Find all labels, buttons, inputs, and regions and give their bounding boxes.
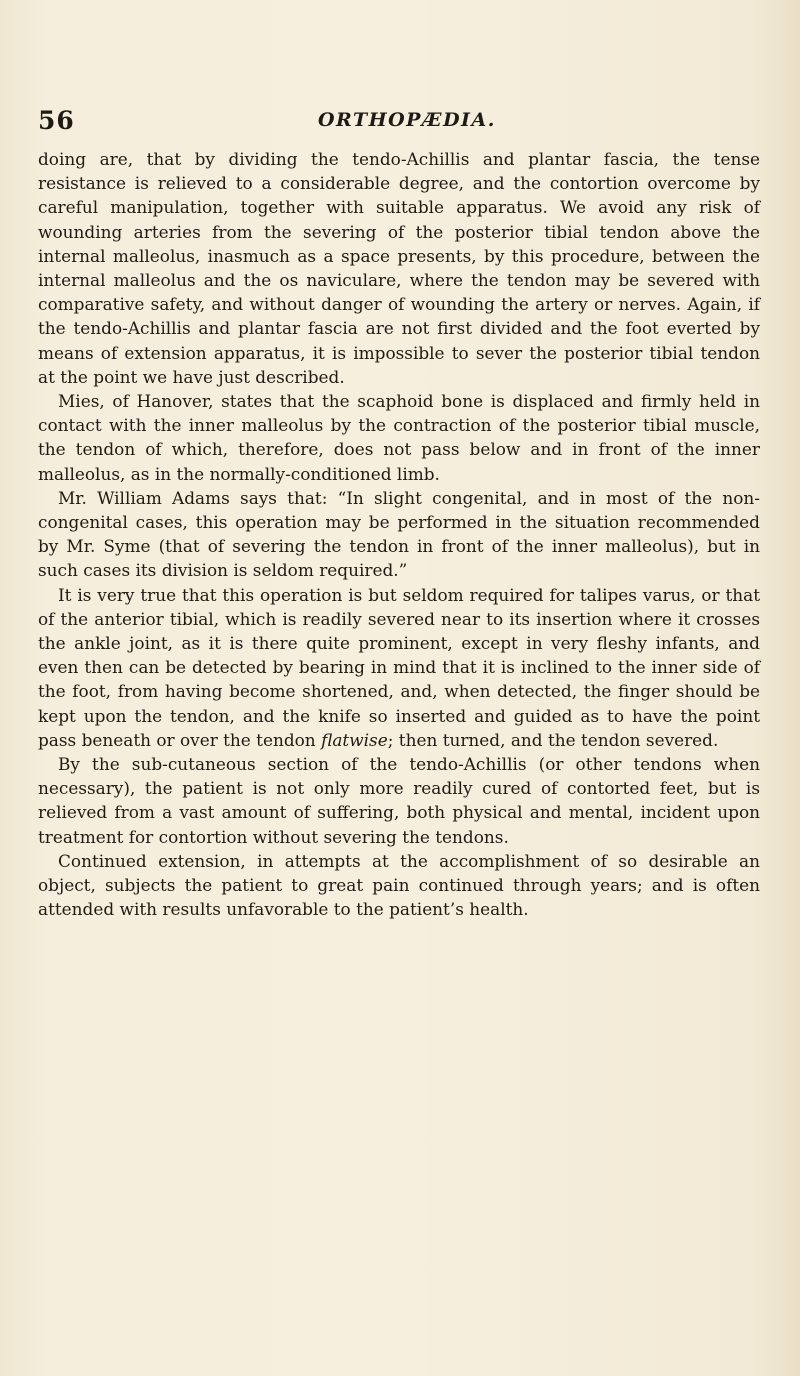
- paragraph-6: Continued extension, in attempts at the accomplishment of so desirable an object, subjects the patient to great pain continued through years; and is often attended with results unfavorable to the patient’s health.: [38, 850, 760, 920]
- paragraph-4-italic-word: flatwise: [321, 729, 388, 750]
- paragraph-4-text-after: ; then turned, and the tendon severed.: [387, 729, 719, 750]
- paragraph-2: Mies, of Hanover, states that the scaphoid bone is displaced and firmly held in contact with the inner malleolus by the contraction of the posterior tibial muscle, the tendon of which, therefore, does not pass below and in front of the inner malleolus, as in the normally-conditioned limb.: [38, 391, 760, 484]
- paragraph-4-text-before: It is very true that this operation is but seldom required for talipes varus, or that of the anterior tibial, which is readily severed near to its insertion where it crosses the ankle joint, as it is there quite prominent, except in very fleshy infants, and even then can be detected by bearing in mind that it is inclined to the inner side of the foot, from having become shortened, and, when detected, the finger should be kept upon the tendon, and the knife so inserted and guided as to have the point pass beneath or over the tendon: [38, 584, 760, 750]
- running-head: ORTHOPÆDIA.: [318, 109, 496, 131]
- paragraph-1: doing are, that by dividing the tendo-Achillis and plantar fascia, the tense resistance is relieved to a considerable degree, and the contortion overcome by careful manipulation, together with suitable apparatus. We avoid any risk of wounding arteries from the severing of the posterior tibial tendon above the internal malleolus, inasmuch as a space presents, by this procedure, between the internal malleolus and the os naviculare, where the tendon may be severed with comparative safety, and without danger of wounding the artery or nerves. Again, if the tendo-Achillis and plantar fascia are not first divided and the foot everted by means of extension apparatus, it is impossible to sever the posterior tibial tendon at the point we have just described.: [38, 149, 760, 387]
- page-number: 56: [38, 106, 75, 135]
- paragraph-4: [38, 583, 760, 752]
- body-text: [38, 147, 760, 922]
- paragraph-5: By the sub-cutaneous section of the tendo-Achillis (or other tendons when necessary), the patient is not only more readily cured of contorted feet, but is relieved from a vast amount of suffering, both physical and mental, incident upon treatment for contortion without severing the tendons.: [38, 754, 760, 847]
- page-header: [38, 106, 760, 142]
- paragraph-3: Mr. William Adams says that: “In slight congenital, and in most of the non-congenital cases, this operation may be performed in the situation recommended by Mr. Syme (that of severing the tendon in front of the inner malleolus), but in such cases its division is seldom required.”: [38, 487, 760, 581]
